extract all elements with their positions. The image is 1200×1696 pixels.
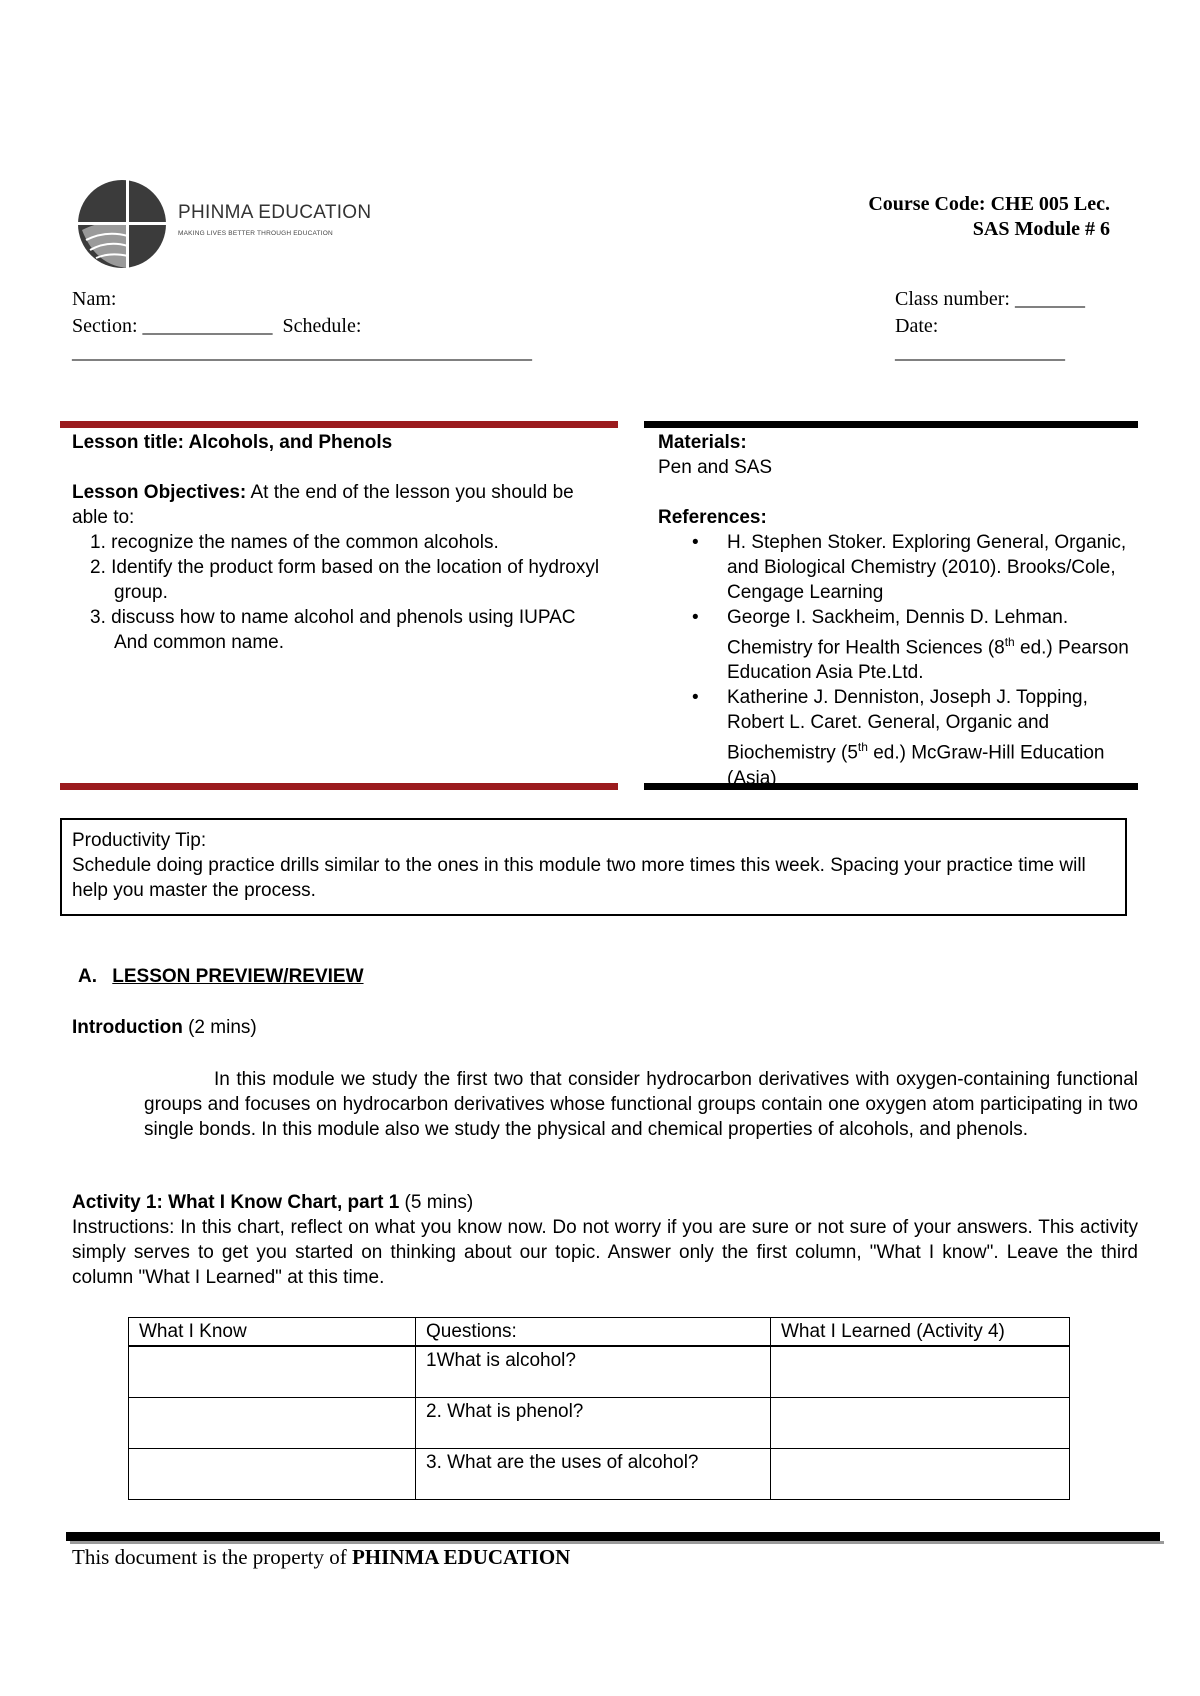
module-number: SAS Module # 6 [972,218,1110,240]
objectives-label: Lesson Objectives: [72,482,247,503]
question-cell: 2. What is phenol? [416,1398,771,1449]
reference-item [652,530,1136,605]
activity-time: (5 mins) [399,1192,474,1213]
table-header-cell: Questions: [416,1318,771,1347]
logo-name: PHINMA EDUCATION [178,202,372,223]
footer-rule-shadow [70,1541,1164,1544]
date-blank-line: _________________ [895,341,1065,363]
materials-label: Materials: [658,432,747,453]
what-i-know-table [128,1317,1070,1500]
reference-text: H. Stephen Stoker. Exploring General, Organic, and Biological Chemistry (2010). Brooks/Cole, Cengage Learning [727,532,1127,603]
course-code: Course Code: CHE 005 Lec. [868,193,1110,215]
reference-text-post: ed.) Pearson Education Asia Pte.Ltd. [727,637,1129,684]
section-a-heading [78,966,364,988]
productivity-tip-box [60,818,1127,916]
what-i-know-cell[interactable] [129,1449,416,1500]
reference-text-post: ed.) McGraw-Hill Education (Asia) [727,742,1105,789]
introduction-heading [72,1015,257,1040]
section-schedule-line: Section: _____________ Schedule: [72,315,362,337]
what-i-learned-cell[interactable] [771,1449,1070,1500]
table-row [129,1449,1070,1500]
section-letter: A. [78,966,97,987]
lesson-title: Lesson title: Alcohols, and Phenols [72,432,393,453]
reference-text-pre: Katherine J. Denniston, Joseph J. Topping, Robert L. Caret. General, Organic and Biochemistry (5 [727,687,1088,764]
objectives-intro-text: At the end of the lesson you should be able to: [72,482,574,528]
what-i-learned-cell[interactable] [771,1346,1070,1398]
table-row [129,1346,1070,1398]
activity-heading [72,1190,473,1215]
lesson-box-top-rule [60,421,618,428]
materials-box-top-rule [644,421,1138,428]
bullet-icon: • [692,607,699,628]
schedule-blank-line: ______________________________________________ [72,341,532,363]
activity-label: Activity 1: What I Know Chart, part 1 [72,1192,400,1213]
what-i-learned-cell[interactable] [771,1398,1070,1449]
table-header-cell: What I Learned (Activity 4) [771,1318,1070,1347]
table-row [129,1398,1070,1449]
section-title: LESSON PREVIEW/REVIEW [112,966,364,987]
what-i-know-cell[interactable] [129,1398,416,1449]
activity-instructions: Instructions: In this chart, reflect on what you know now. Do not worry if you are sure or not sure of your answers. This activity simply serves to get you started on thinking about our topic. Answer only the first column, "What I know". Leave the third column "What I Learned" at this time. [72,1217,1138,1288]
references-label: References: [658,507,767,528]
footer-owner: PHINMA EDUCATION [351,1545,571,1569]
class-number-field: Class number: _______ [895,288,1085,310]
intro-label: Introduction [72,1017,183,1038]
lesson-box-bottom-rule [60,783,618,790]
bullet-icon: • [692,687,699,709]
objective-item: 3. discuss how to name alcohol and phenols using IUPAC And common name. [90,607,576,653]
references-list [652,530,1136,791]
phinma-logo-mark [76,178,376,270]
reference-text-pre: George I. Sackheim, Dennis D. Lehman. Chemistry for Health Sciences (8 [727,607,1069,659]
question-cell: 1What is alcohol? [416,1346,771,1398]
introduction-text: In this module we study the first two that consider hydrocarbon derivatives with oxygen-containing functional groups and focuses on hydrocarbon derivatives whose functional groups contain one oxygen atom participating in two single bonds. In this module also we study the physical and chemical properties of alcohols, and phenols. [144,1069,1138,1140]
table-header-cell: What I Know [129,1318,416,1347]
reference-item [652,685,1136,790]
logo-tagline: MAKING LIVES BETTER THROUGH EDUCATION [178,230,333,237]
tip-label: Productivity Tip: [72,830,207,851]
lesson-panel [72,430,612,655]
objectives-list [48,530,612,655]
materials-value: Pen and SAS [658,457,773,478]
reference-sup: th [857,740,868,755]
reference-sup: th [1004,635,1015,649]
tip-text: Schedule doing practice drills similar to the ones in this module two more times this week. Spacing your practice time will help you master the process. [72,855,1086,901]
materials-panel [658,430,1136,791]
table-header-row [129,1318,1070,1347]
reference-item [652,605,1136,685]
objective-item: 1. recognize the names of the common alcohols. [90,532,499,553]
footer-text [72,1545,570,1570]
lesson-objectives-intro [72,480,612,530]
footer-rule [66,1532,1160,1541]
footer-prefix: This document is the property of [72,1545,352,1569]
name-field-label: Nam: [72,288,117,310]
what-i-know-cell[interactable] [129,1346,416,1398]
bullet-icon: • [692,532,699,553]
date-field-label: Date: [895,315,939,337]
intro-time: (2 mins) [182,1017,257,1038]
phinma-logo [76,178,376,270]
question-cell: 3. What are the uses of alcohol? [416,1449,771,1500]
objective-item: 2. Identify the product form based on the location of hydroxyl group. [90,557,600,603]
